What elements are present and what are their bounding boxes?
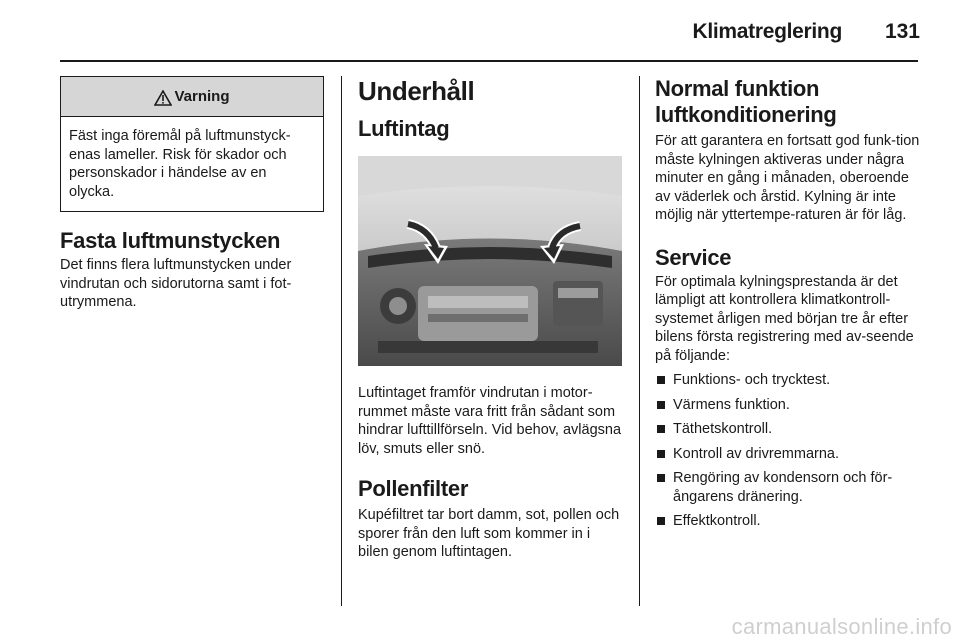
list-item: Funktions- och trycktest.	[655, 371, 923, 390]
page-number: 131	[884, 20, 920, 43]
section-title-fixed-vents: Fasta luftmunstycken	[60, 228, 281, 253]
service-text: För optimala kylningsprestanda är det lämpligt att kontrollera klimatkontroll-systemet årligen med början tre år efter bilens första registrering med av-seende på följande:	[655, 273, 914, 364]
subsection-title-air-intake: Luftintag	[358, 116, 450, 141]
list-item: Effektkontroll.	[655, 512, 923, 531]
warning-box	[60, 76, 324, 212]
subsection-title-pollen-filter: Pollenfilter	[358, 476, 469, 501]
warning-title: Varning	[174, 88, 230, 105]
warning-triangle-icon	[154, 90, 172, 106]
header-rule	[60, 60, 918, 62]
bullet-square-icon	[657, 474, 665, 482]
list-item: Värmens funktion.	[655, 396, 923, 415]
list-item: Kontroll av drivremmarna.	[655, 445, 923, 464]
section-title-maintenance: Underhåll	[358, 76, 475, 106]
bullet-square-icon	[657, 376, 665, 384]
bullet-square-icon	[657, 425, 665, 433]
list-item: Rengöring av kondensorn och för-ångarens dränering.	[655, 469, 923, 506]
page-header	[0, 0, 960, 60]
air-intake-text: Luftintaget framför vindrutan i motor-rummet måste vara fritt från sådant som hindrar lufttillförseln. Vid behov, avlägsna löv, smuts eller snö.	[358, 385, 622, 457]
column-middle	[358, 76, 622, 562]
warning-text: Fäst inga föremål på luftmunstyck-enas lameller. Risk för skador och personskador i händelse av en olycka.	[69, 128, 291, 200]
section-title-service: Service	[655, 244, 732, 270]
section-title-normal-function: Normal funktion luftkonditionering	[655, 76, 837, 127]
column-divider-right	[639, 76, 640, 606]
chapter-title: Klimatreglering	[692, 20, 842, 43]
watermark: carmanualsonline.info	[731, 614, 952, 639]
service-check-list	[655, 371, 923, 531]
column-divider-left	[341, 76, 342, 606]
bullet-square-icon	[657, 401, 665, 409]
bullet-square-icon	[657, 450, 665, 458]
warning-header	[61, 77, 323, 117]
column-left	[60, 76, 324, 312]
section-text-fixed-vents: Det finns flera luftmunstycken under vindrutan och sidorutorna samt i fot-utrymmena.	[60, 257, 292, 310]
engine-bay-photo	[358, 156, 622, 366]
list-item: Täthetskontroll.	[655, 420, 923, 439]
column-right	[655, 76, 923, 537]
engine-bay-illustration	[358, 156, 622, 366]
pollen-filter-text: Kupéfiltret tar bort damm, sot, pollen och sporer från den luft som kommer in i bilen genom luftintagen.	[358, 507, 620, 560]
normal-function-text: För att garantera en fortsatt god funk-tion måste kylningen aktiveras under några minuter en gång i månaden, oberoende av väderlek och årstid. Kylning är inte möjlig när yttertempe-raturen är för låg.	[655, 133, 920, 223]
bullet-square-icon	[657, 517, 665, 525]
